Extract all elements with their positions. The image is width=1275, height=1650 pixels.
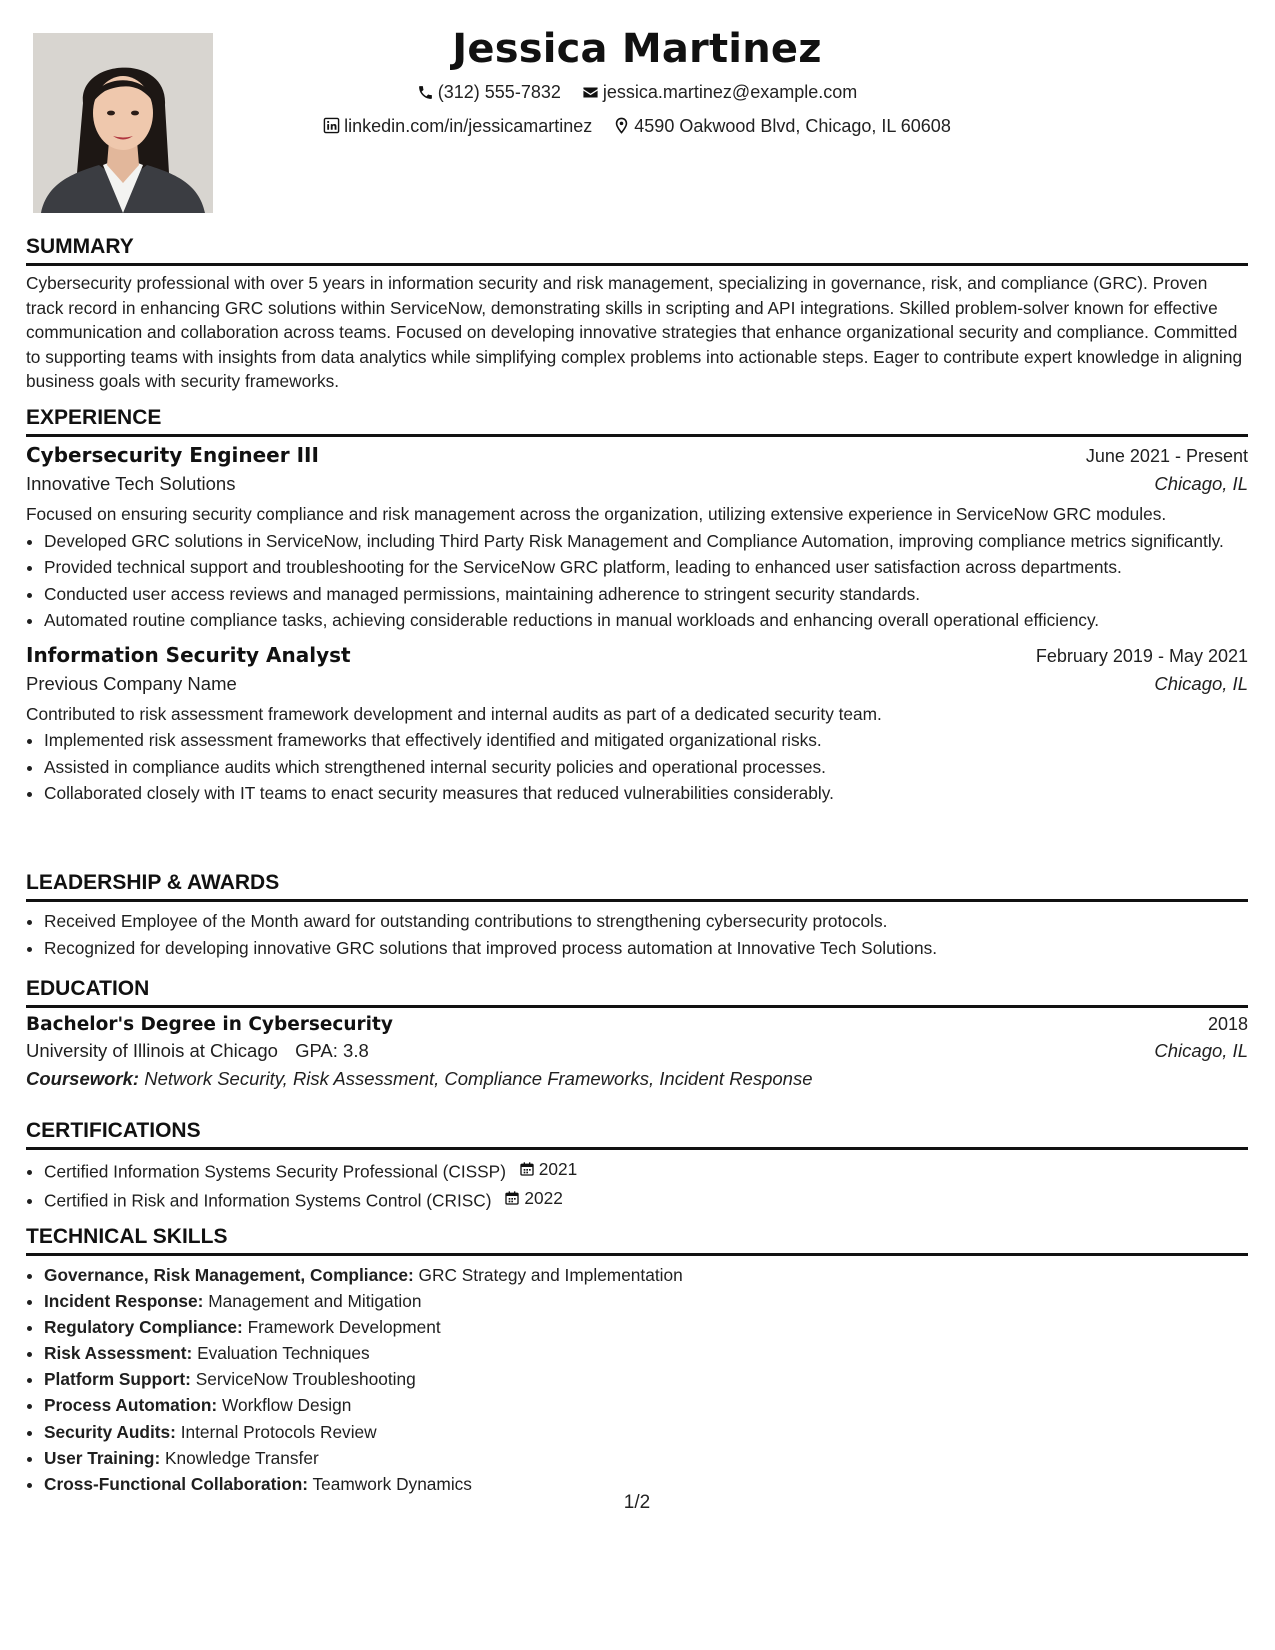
skills-section [26, 1224, 1248, 1498]
job-dates: February 2019 - May 2021 [1035, 645, 1248, 666]
skill-value: Teamwork Dynamics [312, 1473, 472, 1494]
school-location: Chicago, IL [1154, 1040, 1248, 1061]
list-item: • Assisted in compliance audits which strengthened internal security policies and operational processes. [44, 755, 1248, 780]
job-entry [26, 643, 1248, 806]
phone-number: (312) 555-7832 [437, 82, 561, 102]
leadership-section [26, 870, 1248, 962]
certifications-section [26, 1118, 1248, 1215]
skills-list [26, 1263, 1248, 1496]
list-item: • Developed GRC solutions in ServiceNow, including Third Party Risk Management and Compliance Automation, improving compliance metrics significantly. [44, 529, 1248, 554]
job-dates: June 2021 - Present [1085, 446, 1248, 466]
gpa: GPA: 3.8 [295, 1040, 369, 1061]
coursework [26, 1068, 1248, 1090]
education-section [26, 976, 1248, 1090]
experience-section [26, 405, 1248, 808]
job-location: Chicago, IL [1154, 473, 1248, 494]
school-name: University of Illinois at Chicago [26, 1040, 278, 1061]
summary-section [26, 234, 1248, 394]
section-title-leadership: LEADERSHIP & AWARDS [26, 870, 1248, 902]
job-title: Cybersecurity Engineer III [26, 443, 319, 467]
linkedin-contact[interactable] [323, 114, 592, 138]
summary-text: Cybersecurity professional with over 5 years in information security and risk management, specializing in governance, risk, and compliance (GRC). Proven track record in enhancing GRC solutions within ServiceNow, demonstrating skills in scripting and API integrations. Skilled problem-solver known for effective communication and collaboration across teams. Focused on developing innovative strategies that enhance organizational security and compliance. Committed to supporting teams with insights from data analytics while simplifying complex problems into actionable steps. Eager to contribute expert knowledge in aligning business goals with security frameworks. [26, 273, 1243, 391]
list-item [44, 1289, 1248, 1314]
skill-label: Security Audits: [44, 1421, 176, 1442]
list-item: • Received Employee of the Month award for outstanding contributions to strengthening cybersecurity protocols. [44, 909, 1248, 934]
email-address[interactable]: jessica.martinez@example.com [602, 82, 858, 102]
map-pin-icon [613, 117, 630, 134]
job-bullets [26, 529, 1248, 633]
coursework-label: Coursework: [26, 1068, 140, 1089]
list-item [44, 1263, 1248, 1288]
list-item [44, 1446, 1248, 1471]
resume-header [26, 22, 1248, 140]
phone-icon [417, 84, 434, 101]
candidate-name: Jessica Martinez [452, 26, 822, 72]
list-item: • Collaborated closely with IT teams to enact security measures that reduced vulnerabilities considerably. [44, 781, 1248, 806]
skill-label: Platform Support: [44, 1369, 191, 1390]
certifications-list [26, 1157, 1248, 1213]
skill-value: Management and Mitigation [208, 1291, 422, 1312]
list-item [44, 1341, 1248, 1366]
list-item: • Automated routine compliance tasks, achieving considerable reductions in manual workloads and enhancing overall operational efficiency. [44, 608, 1248, 633]
section-title-certifications: CERTIFICATIONS [26, 1118, 1248, 1150]
linkedin-url[interactable]: linkedin.com/in/jessicamartinez [344, 115, 593, 136]
linkedin-icon [323, 117, 340, 134]
skill-value: ServiceNow Troubleshooting [195, 1369, 416, 1390]
job-title: Information Security Analyst [26, 642, 351, 667]
skill-label: Process Automation: [44, 1395, 218, 1416]
address-contact [613, 114, 951, 138]
list-item: • Provided technical support and troubleshooting for the ServiceNow GRC platform, leading to enhanced user satisfaction across departments. [44, 555, 1248, 580]
job-bullets [26, 728, 1248, 806]
phone-contact [417, 80, 561, 104]
list-item [44, 1186, 1248, 1213]
list-item [44, 1367, 1248, 1392]
envelope-icon [582, 84, 599, 101]
certification-year: 2021 [538, 1159, 578, 1179]
street-address: 4590 Oakwood Blvd, Chicago, IL 60608 [634, 115, 951, 136]
skill-value: Framework Development [247, 1317, 441, 1338]
skill-label: Risk Assessment: [44, 1343, 193, 1364]
degree-title: Bachelor's Degree in Cybersecurity [26, 1014, 393, 1035]
awards-list [26, 909, 1248, 960]
skill-label: User Training: [44, 1447, 161, 1468]
skill-label: Regulatory Compliance: [44, 1317, 243, 1338]
skill-value: Internal Protocols Review [180, 1421, 377, 1442]
certification-name: Certified Information Systems Security Professional (CISSP) [44, 1161, 506, 1182]
job-description: Focused on ensuring security compliance and risk management across the organization, utilizing extensive experience in ServiceNow GRC modules. [26, 504, 1167, 524]
skill-label: Cross-Functional Collaboration: [44, 1473, 309, 1494]
skill-value: Evaluation Techniques [197, 1343, 370, 1364]
list-item: • Implemented risk assessment frameworks that effectively identified and mitigated organizational risks. [44, 728, 1248, 753]
list-item [44, 1315, 1248, 1340]
contact-row-2 [26, 114, 1248, 141]
list-item: • Recognized for developing innovative GRC solutions that improved process automation at Innovative Tech Solutions. [44, 936, 1248, 961]
company-name: Innovative Tech Solutions [26, 473, 236, 494]
skill-value: Workflow Design [221, 1395, 352, 1416]
section-title-skills: TECHNICAL SKILLS [26, 1224, 1248, 1256]
company-name: Previous Company Name [26, 672, 237, 694]
job-location: Chicago, IL [1154, 672, 1248, 694]
skill-value: Knowledge Transfer [165, 1447, 319, 1468]
graduation-year: 2018 [1207, 1014, 1248, 1034]
calendar-icon [519, 1161, 535, 1177]
contact-row-1 [26, 80, 1248, 107]
list-item: • Conducted user access reviews and managed permissions, maintaining adherence to stringent security standards. [44, 582, 1248, 607]
skill-label: Governance, Risk Management, Compliance: [44, 1265, 414, 1285]
section-title-summary: SUMMARY [26, 234, 1248, 266]
page-number: 1/2 [623, 1492, 651, 1513]
list-item [44, 1157, 1248, 1184]
list-item [44, 1420, 1248, 1445]
job-description: Contributed to risk assessment framework development and internal audits as part of a dedicated security team. [26, 703, 882, 724]
email-contact[interactable] [582, 80, 857, 104]
job-entry [26, 443, 1248, 633]
section-title-education: EDUCATION [26, 976, 1248, 1008]
skill-value: GRC Strategy and Implementation [418, 1265, 683, 1285]
certification-name: Certified in Risk and Information Systems Control (CRISC) [44, 1190, 492, 1210]
skill-label: Incident Response: [44, 1291, 204, 1312]
list-item [44, 1393, 1248, 1418]
coursework-list: Network Security, Risk Assessment, Compliance Frameworks, Incident Response [144, 1068, 813, 1089]
certification-year: 2022 [524, 1187, 563, 1208]
calendar-icon [504, 1190, 520, 1206]
section-title-experience: EXPERIENCE [26, 405, 1248, 437]
